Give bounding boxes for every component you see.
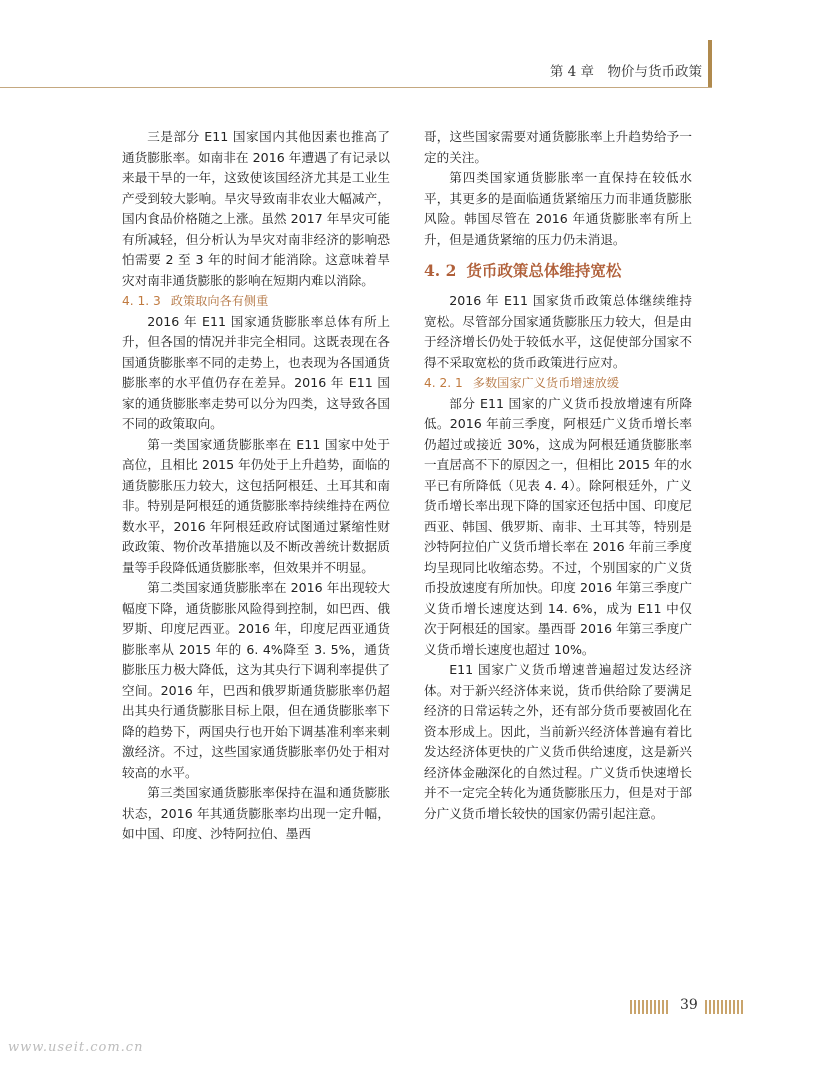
footer-decoration-left (630, 1000, 668, 1014)
section-heading-4-2 (424, 259, 692, 283)
section-title: 货币政策总体维持宽松 (466, 261, 622, 280)
paragraph: 第一类国家通货膨胀率在 E11 国家中处于高位，且相比 2015 年仍处于上升趋势，面临的通货膨胀压力较大，这包括阿根廷、土耳其和南非。特别是阿根廷的通货膨胀率持续维持在两位数水平，2016 年阿根廷政府试图通过紧缩性财政政策、物价改革措施以及不断改善统计数据质量等手段降低通货膨胀率，但效果并不明显。 (122, 436, 390, 575)
paragraph: 三是部分 E11 国家国内其他因素也推高了通货膨胀率。如南非在 2016 年遭遇了有记录以来最干旱的一年，这致使该国经济尤其是工业生产受到较大影响。旱灾导致南非农业大幅减产，国内食品价格随之上涨。虽然 2017 年旱灾可能有所减轻，但分析认为旱灾对南非经济的影响恐怕需要 2 至 3 年的时间才能消除。这意味着旱灾对南非通货膨胀的影响在短期内难以消除。 (122, 129, 390, 288)
right-column (424, 127, 692, 824)
section-number: 4. 2 (424, 261, 457, 280)
paragraph: 部分 E11 国家的广义货币投放增速有所降低。2016 年前三季度，阿根廷广义货币增长率仍超过或接近 30%，这成为阿根廷通货膨胀率一直居高不下的原因之一，但相比 2015 年的水平已有所降低（见表 4. 4）。除阿根廷外，广义货币增长率出现下降的国家还包括中国、印度尼西亚、韩国、俄罗斯、南非、土耳其等，特别是沙特阿拉伯广义货币增长率在 2016 年前三季度均呈现同比收缩态势。不过，个别国家的广义货币投放速度有所加快。印度 2016 年第三季度广义货币增长速度达到 14. 6%，成为 E11 中仅次于阿根廷的国家。墨西哥 2016 年第三季度广义货币增长速度也超过 10%。 (424, 395, 692, 657)
paragraph: 2016 年 E11 国家货币政策总体继续维持宽松。尽管部分国家通货膨胀压力较大，但是由于经济增长仍处于较低水平，这促使部分国家不得不采取宽松的货币政策进行应对。 (424, 293, 692, 370)
section-heading-4-1-3 (122, 291, 390, 312)
paragraph: 第三类国家通货膨胀率保持在温和通货膨胀状态，2016 年其通货膨胀率均出现一定升幅，如中国、印度、沙特阿拉伯、墨西 (122, 785, 390, 841)
section-number: 4. 2. 1 (424, 376, 463, 390)
paragraph: 2016 年 E11 国家通货膨胀率总体有所上升，但各国的情况并非完全相同。这既表现在各国通货膨胀率不同的走势上，也表现为各国通货膨胀率的水平值仍存在差异。2016 年 E11 国家的通货膨胀率走势可以分为四类，这导致各国不同的政策取向。 (122, 313, 390, 431)
paragraph: 第四类国家通货膨胀率一直保持在较低水平，其更多的是面临通货紧缩压力而非通货膨胀风险。韩国尽管在 2016 年通货膨胀率有所上升，但是通货紧缩的压力仍未消退。 (424, 170, 692, 247)
page-number: 39 (680, 997, 698, 1013)
section-number: 4. 1. 3 (122, 294, 161, 308)
section-title: 政策取向各有侧重 (170, 294, 269, 308)
left-column (122, 127, 390, 845)
footer-decoration-right (705, 1000, 743, 1014)
paragraph-continuation: 哥，这些国家需要对通货膨胀率上升趋势给予一定的关注。 (424, 129, 692, 165)
watermark: www.useit.com.cn (8, 1040, 144, 1055)
paragraph: E11 国家广义货币增速普遍超过发达经济体。对于新兴经济体来说，货币供给除了要满足经济的日常运转之外，还有部分货币要被固化在资本形成上。因此，当前新兴经济体普遍有着比发达经济体更快的广义货币供给速度，这是新兴经济体金融深化的自然过程。广义货币快速增长并不一定完全转化为通货膨胀压力，但是对于部分广义货币增长较快的国家仍需引起注意。 (424, 662, 692, 821)
header-rule (0, 87, 712, 88)
paragraph: 第二类国家通货膨胀率在 2016 年出现较大幅度下降，通货膨胀风险得到控制，如巴西、俄罗斯、印度尼西亚。2016 年，印度尼西亚通货膨胀率从 2015 年的 6. 4%降至 3. 5%，通货膨胀压力极大降低，这为其央行下调利率提供了空间。2016 年，巴西和俄罗斯通货膨胀率仍超出其央行通货膨胀目标上限，但在通货膨胀率下降的趋势下，两国央行也开始下调基准利率来刺激经济。不过，这些国家通货膨胀率仍处于相对较高的水平。 (122, 580, 390, 780)
header-accent-bar (708, 40, 712, 88)
running-header: 第 4 章 物价与货币政策 (549, 64, 702, 80)
section-heading-4-2-1 (424, 373, 692, 394)
section-title: 多数国家广义货币增速放缓 (472, 376, 620, 390)
